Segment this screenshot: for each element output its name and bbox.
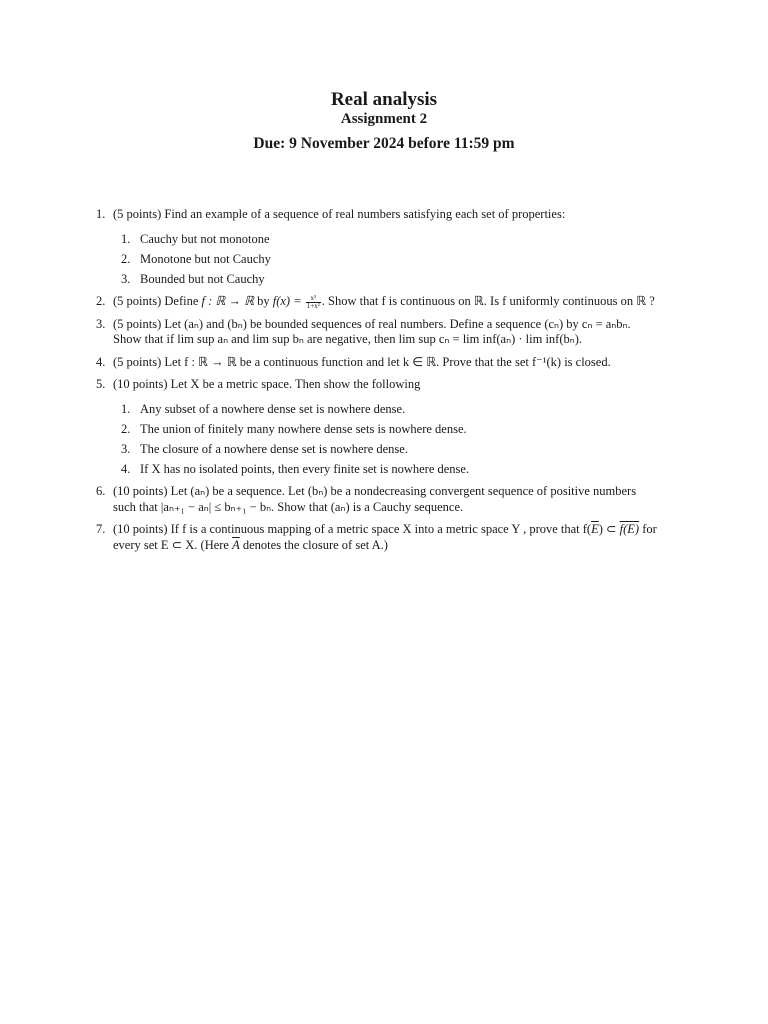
sub-list bbox=[121, 232, 680, 288]
problem-6 bbox=[94, 484, 680, 515]
closure-expression: f(E) bbox=[619, 522, 640, 537]
math-expression: f(x) = bbox=[272, 294, 305, 308]
sub-item-text: The closure of a nowhere dense set is nowhere dense. bbox=[140, 441, 408, 456]
text-segment: denotes the closure of set A.) bbox=[239, 537, 388, 552]
fraction bbox=[306, 295, 321, 310]
list-item bbox=[121, 402, 680, 418]
problem-3 bbox=[94, 317, 680, 348]
text-segment: by bbox=[253, 294, 273, 308]
sub-item-number: 4. bbox=[121, 461, 131, 476]
text-segment: for every set E ⊂ X. (Here bbox=[113, 522, 657, 552]
problem-text: (10 points) Let X be a metric space. Then show the following bbox=[113, 377, 421, 392]
sub-item-number: 3. bbox=[121, 271, 131, 286]
problem-text bbox=[113, 294, 680, 310]
problem-text-line-1: (5 points) Let (aₙ) and (bₙ) be bounded sequences of real numbers. Define a sequence (cₙ) by cₙ = aₙbₙ. bbox=[113, 316, 631, 331]
problem-2 bbox=[94, 294, 680, 310]
sub-item-text: Bounded but not Cauchy bbox=[140, 271, 265, 286]
sub-item-number: 3. bbox=[121, 441, 131, 456]
problem-number: 7. bbox=[96, 522, 106, 537]
sub-item-text: If X has no isolated points, then every finite set is nowhere dense. bbox=[140, 461, 470, 476]
text-segment: (5 points) Define bbox=[113, 294, 202, 308]
problem-number: 2. bbox=[96, 294, 106, 308]
sub-item-text: Any subset of a nowhere dense set is nowhere dense. bbox=[140, 401, 406, 416]
problem-text: (5 points) Let f : ℝ → ℝ be a continuous function and let k ∈ ℝ. Prove that the set f⁻¹(k) is closed. bbox=[113, 354, 611, 369]
sub-item-text: The union of finitely many nowhere dense sets is nowhere dense. bbox=[140, 421, 467, 436]
problem-number: 5. bbox=[96, 377, 106, 392]
document-header bbox=[0, 89, 768, 154]
problem-list bbox=[94, 207, 680, 560]
list-item bbox=[121, 442, 680, 458]
sub-item-text: Monotone but not Cauchy bbox=[140, 251, 271, 266]
problem-text-line-2: Show that if lim sup aₙ and lim sup bₙ are negative, then lim sup cₙ = lim inf(aₙ) · lim inf(bₙ). bbox=[113, 332, 583, 347]
document-title: Real analysis bbox=[330, 89, 438, 110]
math-expression: f : ℝ → ℝ bbox=[201, 294, 254, 308]
problem-text: (5 points) Find an example of a sequence of real numbers satisfying each set of properties: bbox=[113, 207, 566, 221]
problem-number: 4. bbox=[96, 354, 106, 369]
text-segment: . Show that f is continuous on ℝ. Is f uniformly continuous on ℝ ? bbox=[321, 294, 655, 308]
list-item bbox=[121, 272, 680, 288]
closure-expression: $\overline{E}$ bbox=[591, 522, 599, 537]
closure-expression: $\overline{A}$ bbox=[232, 537, 240, 552]
problem-text-line-2: such that |aₙ₊₁ − aₙ| ≤ bₙ₊₁ − bₙ. Show that (aₙ) is a Cauchy sequence. bbox=[113, 499, 464, 514]
problem-text bbox=[113, 522, 680, 553]
problem-5 bbox=[94, 377, 680, 477]
sub-item-text: Cauchy but not monotone bbox=[140, 231, 270, 246]
list-item bbox=[121, 232, 680, 248]
fraction-denominator: 1+x² bbox=[306, 301, 320, 310]
sub-item-number: 2. bbox=[121, 421, 131, 436]
problem-number: 6. bbox=[96, 484, 106, 499]
fraction-numerator: x³ bbox=[306, 295, 321, 303]
assignment-subtitle: Assignment 2 bbox=[340, 111, 428, 127]
sub-item-number: 1. bbox=[121, 231, 131, 246]
problem-number: 1. bbox=[96, 207, 106, 221]
problem-text-line-1: (10 points) Let (aₙ) be a sequence. Let (bₙ) be a nondecreasing convergent sequence of positive numbers bbox=[113, 484, 637, 499]
text-segment: (10 points) If f is a continuous mapping of a metric space X into a metric space Y , prove that f( bbox=[113, 522, 592, 537]
due-date: Due: 9 November 2024 before 11:59 pm bbox=[253, 135, 515, 152]
problem-1 bbox=[94, 207, 680, 287]
sub-item-number: 1. bbox=[121, 401, 131, 416]
problem-7 bbox=[94, 522, 680, 553]
problem-4 bbox=[94, 355, 680, 371]
text-segment: ) ⊂ bbox=[598, 522, 620, 537]
list-item bbox=[121, 252, 680, 268]
list-item bbox=[121, 422, 680, 438]
sub-list bbox=[121, 402, 680, 478]
list-item bbox=[121, 462, 680, 478]
sub-item-number: 2. bbox=[121, 251, 131, 266]
problem-number: 3. bbox=[96, 316, 106, 331]
